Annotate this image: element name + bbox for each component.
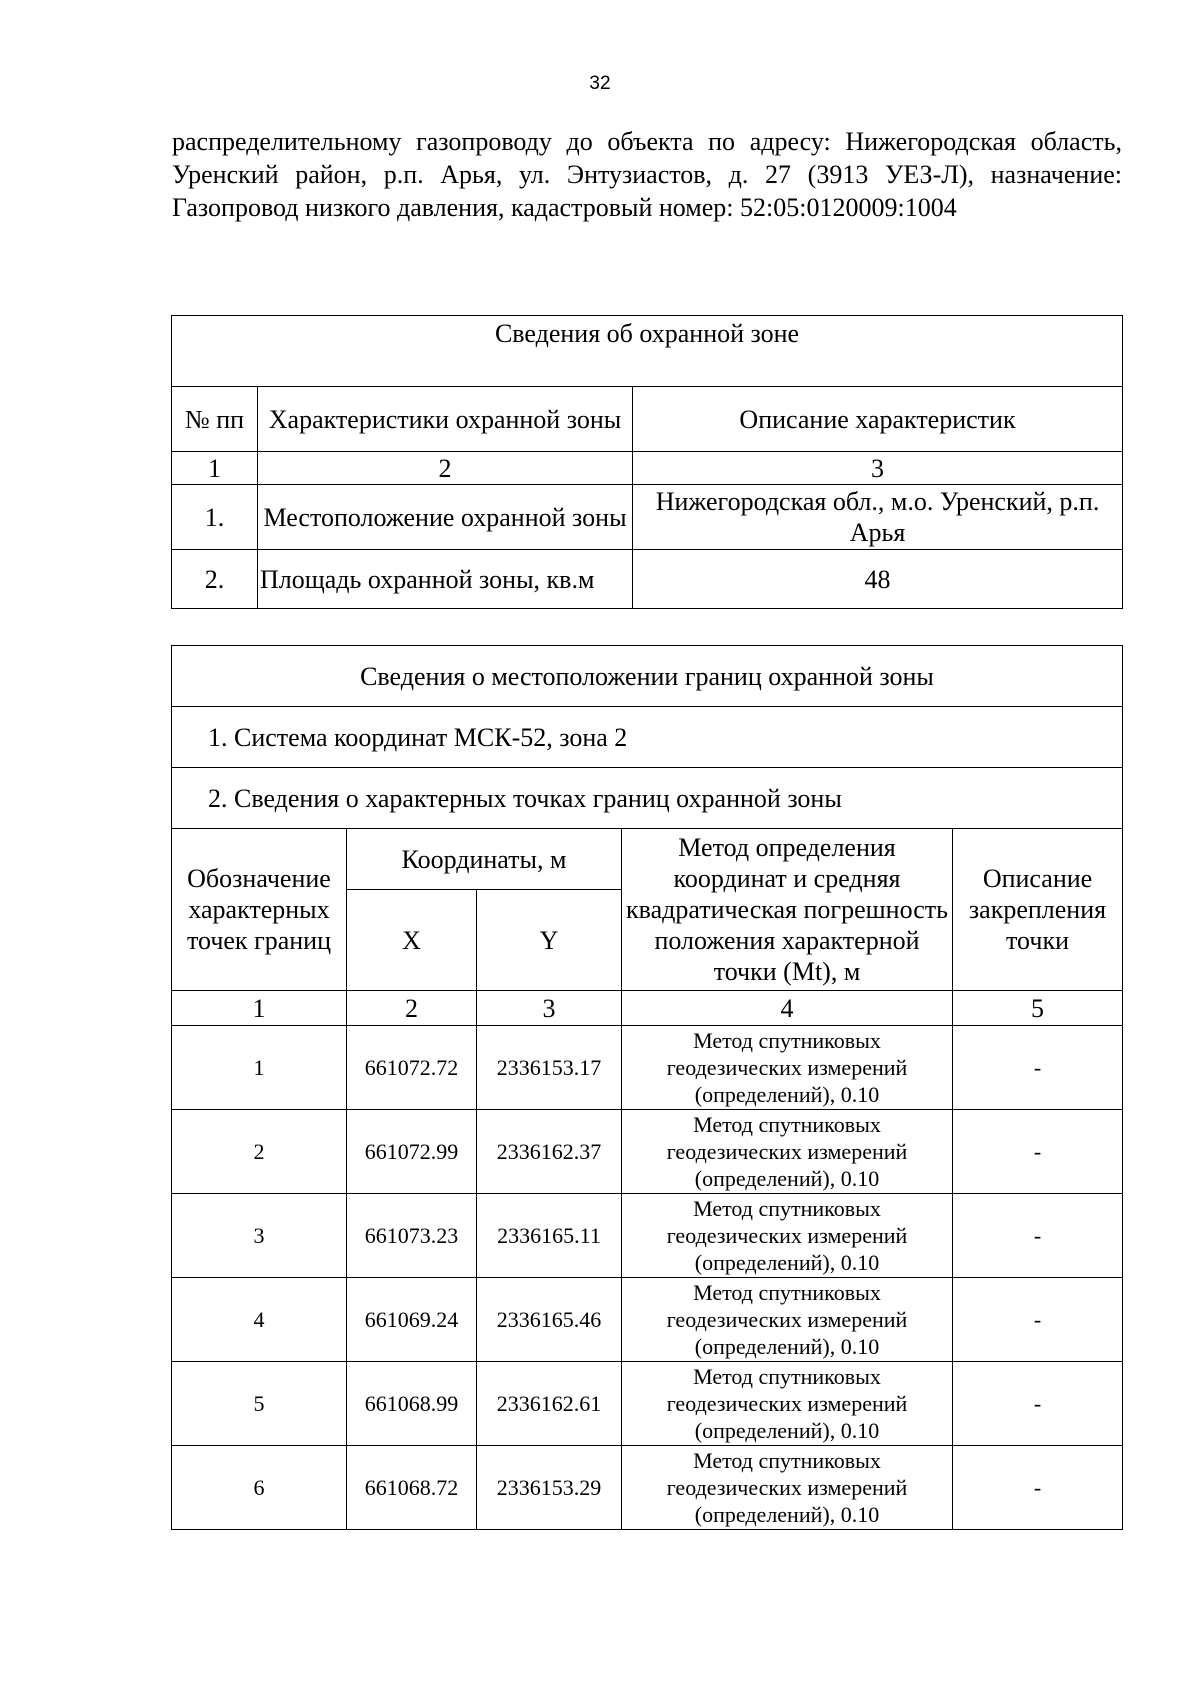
point-y: 2336165.46	[477, 1278, 622, 1362]
point-method: Метод спутниковых геодезических измерений (определений), 0.10	[622, 1026, 953, 1110]
column-number: 4	[622, 991, 953, 1026]
point-method: Метод спутниковых геодезических измерений (определений), 0.10	[622, 1278, 953, 1362]
column-number: 3	[633, 452, 1123, 485]
point-fixing: -	[953, 1278, 1123, 1362]
protection-zone-table	[171, 315, 1123, 609]
points-caption: 2. Сведения о характерных точках границ охранной зоны	[172, 768, 1123, 829]
point-id: 2	[172, 1110, 347, 1194]
boundary-table-title: Сведения о местоположении границ охранной зоны	[172, 646, 1123, 707]
header-characteristic: Характеристики охранной зоны	[258, 387, 633, 452]
table-row	[172, 485, 1123, 550]
point-fixing: -	[953, 1362, 1123, 1446]
column-number: 5	[953, 991, 1123, 1026]
table-row	[172, 1026, 1123, 1110]
point-x: 661069.24	[347, 1278, 477, 1362]
row-description: 48	[633, 550, 1123, 609]
point-method: Метод спутниковых геодезических измерений (определений), 0.10	[622, 1362, 953, 1446]
point-method: Метод спутниковых геодезических измерений (определений), 0.10	[622, 1446, 953, 1530]
header-number: № пп	[172, 387, 258, 452]
point-fixing: -	[953, 1026, 1123, 1110]
row-description: Нижегородская обл., м.о. Уренский, р.п. Арья	[633, 485, 1123, 550]
header-fixing: Описание закрепления точки	[953, 829, 1123, 991]
zone-table-title: Сведения об охранной зоне	[172, 316, 1123, 387]
table-row	[172, 1278, 1123, 1362]
point-id: 1	[172, 1026, 347, 1110]
page-number: 32	[589, 73, 611, 94]
point-y: 2336162.61	[477, 1362, 622, 1446]
point-id: 6	[172, 1446, 347, 1530]
column-number: 1	[172, 991, 347, 1026]
point-x: 661068.72	[347, 1446, 477, 1530]
point-fixing: -	[953, 1194, 1123, 1278]
column-number: 2	[258, 452, 633, 485]
point-id: 3	[172, 1194, 347, 1278]
point-y: 2336165.11	[477, 1194, 622, 1278]
point-y: 2336153.29	[477, 1446, 622, 1530]
point-x: 661072.72	[347, 1026, 477, 1110]
column-number: 3	[477, 991, 622, 1026]
coordinate-system: 1. Система координат МСК-52, зона 2	[172, 707, 1123, 768]
row-number: 2.	[172, 550, 258, 609]
point-method: Метод спутниковых геодезических измерений (определений), 0.10	[622, 1110, 953, 1194]
table-row	[172, 1194, 1123, 1278]
header-x: X	[347, 890, 477, 991]
table-row	[172, 1110, 1123, 1194]
boundary-points-table	[171, 645, 1123, 1530]
row-characteristic: Площадь охранной зоны, кв.м	[258, 550, 633, 609]
point-y: 2336162.37	[477, 1110, 622, 1194]
header-y: Y	[477, 890, 622, 991]
point-method: Метод спутниковых геодезических измерений (определений), 0.10	[622, 1194, 953, 1278]
table-row	[172, 1362, 1123, 1446]
row-number: 1.	[172, 485, 258, 550]
point-fixing: -	[953, 1446, 1123, 1530]
header-designation: Обозначение характерных точек границ	[172, 829, 347, 991]
header-method: Метод определения координат и средняя квадратическая погрешность положения характерной точки (Mt), м	[622, 829, 953, 991]
point-fixing: -	[953, 1110, 1123, 1194]
header-coordinates: Координаты, м	[347, 829, 622, 890]
point-id: 5	[172, 1362, 347, 1446]
point-x: 661072.99	[347, 1110, 477, 1194]
point-y: 2336153.17	[477, 1026, 622, 1110]
table-row	[172, 550, 1123, 609]
column-number: 1	[172, 452, 258, 485]
intro-paragraph: распределительному газопроводу до объекта по адресу: Нижегородская область, Уренский район, р.п. Арья, ул. Энтузиастов, д. 27 (3913 УЕЗ-Л), назначение: Газопровод низкого давления, кадастровый номер: 52:05:0120009:1004	[172, 127, 1122, 222]
point-x: 661068.99	[347, 1362, 477, 1446]
row-characteristic: Местоположение охранной зоны	[258, 485, 633, 550]
point-x: 661073.23	[347, 1194, 477, 1278]
header-description: Описание характеристик	[633, 387, 1123, 452]
table-row	[172, 1446, 1123, 1530]
column-number: 2	[347, 991, 477, 1026]
point-id: 4	[172, 1278, 347, 1362]
